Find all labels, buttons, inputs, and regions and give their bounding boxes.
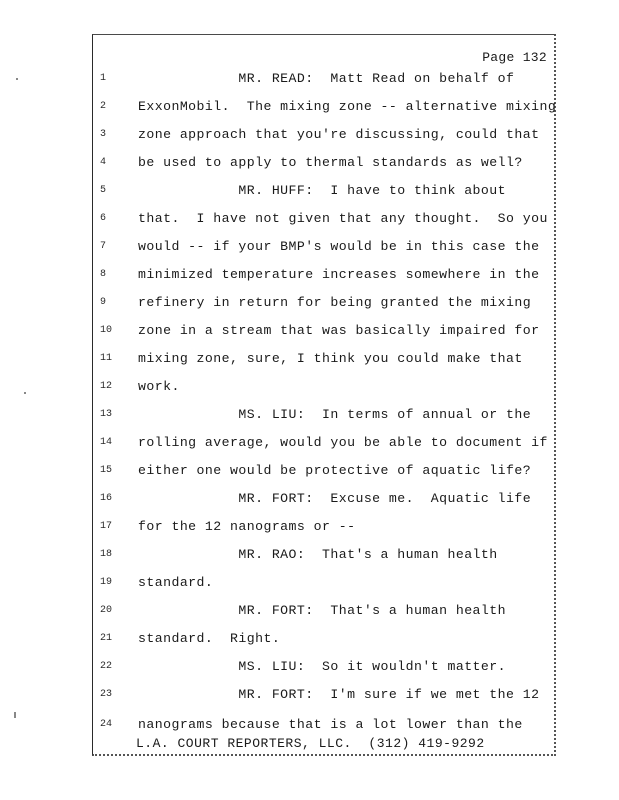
line-text: mixing zone, sure, I think you could make that — [138, 351, 523, 366]
line-text: refinery in return for being granted the mixing — [138, 295, 532, 310]
transcript-line — [0, 407, 619, 427]
transcript-line — [0, 99, 619, 119]
line-text: standard. Right. — [138, 631, 281, 646]
line-number: 13 — [100, 409, 113, 420]
transcript-line — [0, 519, 619, 539]
line-text: MR. RAO: That's a human health — [138, 547, 498, 562]
line-number: 12 — [100, 381, 113, 392]
line-text: ExxonMobil. The mixing zone -- alternative mixing — [138, 99, 557, 114]
line-number: 20 — [100, 605, 113, 616]
transcript-line — [0, 295, 619, 315]
transcript-line — [0, 659, 619, 679]
transcript-line — [0, 155, 619, 175]
line-number: 4 — [100, 157, 107, 168]
line-number: 15 — [100, 465, 113, 476]
transcript-line — [0, 267, 619, 287]
line-text: MR. FORT: That's a human health — [138, 603, 507, 618]
line-number: 11 — [100, 353, 113, 364]
line-number: 21 — [100, 633, 113, 644]
line-text: zone in a stream that was basically impaired for — [138, 323, 540, 338]
page-number: Page 132 — [482, 50, 547, 65]
line-number: 7 — [100, 241, 107, 252]
line-text: would -- if your BMP's would be in this case the — [138, 239, 540, 254]
line-number: 16 — [100, 493, 113, 504]
line-number: 5 — [100, 185, 107, 196]
line-text: standard. — [138, 575, 214, 590]
transcript-line — [0, 239, 619, 259]
line-text: MR. FORT: I'm sure if we met the 12 — [138, 687, 540, 702]
transcript-line — [0, 575, 619, 595]
line-number: 23 — [100, 689, 113, 700]
line-number: 2 — [100, 101, 107, 112]
line-number: 19 — [100, 577, 113, 588]
transcript-line — [0, 717, 619, 737]
line-text: MS. LIU: So it wouldn't matter. — [138, 659, 507, 674]
line-text: for the 12 nanograms or -- — [138, 519, 356, 534]
scan-artifact — [16, 78, 18, 80]
scan-artifact — [24, 392, 26, 394]
line-number: 8 — [100, 269, 107, 280]
line-text: MR. HUFF: I have to think about — [138, 183, 507, 198]
transcript-line — [0, 603, 619, 623]
line-number: 1 — [100, 73, 107, 84]
line-number: 24 — [100, 719, 113, 730]
transcript-line — [0, 183, 619, 203]
line-text: minimized temperature increases somewhere in the — [138, 267, 540, 282]
transcript-line — [0, 491, 619, 511]
line-number: 17 — [100, 521, 113, 532]
transcript-line — [0, 323, 619, 343]
line-text: either one would be protective of aquatic life? — [138, 463, 532, 478]
line-number: 14 — [100, 437, 113, 448]
line-number: 9 — [100, 297, 107, 308]
transcript-line — [0, 687, 619, 707]
line-number: 22 — [100, 661, 113, 672]
line-number: 6 — [100, 213, 107, 224]
line-text: MS. LIU: In terms of annual or the — [138, 407, 532, 422]
transcript-line — [0, 463, 619, 483]
transcript-line — [0, 435, 619, 455]
court-reporter-footer: L.A. COURT REPORTERS, LLC. (312) 419-9292 — [136, 736, 485, 751]
transcript-line — [0, 379, 619, 399]
line-text: MR. READ: Matt Read on behalf of — [138, 71, 515, 86]
line-number: 10 — [100, 325, 113, 336]
transcript-line — [0, 351, 619, 371]
transcript-line — [0, 547, 619, 567]
line-text: zone approach that you're discussing, could that — [138, 127, 540, 142]
line-text: rolling average, would you be able to document if — [138, 435, 548, 450]
line-text: work. — [138, 379, 180, 394]
line-number: 3 — [100, 129, 107, 140]
transcript-line — [0, 71, 619, 91]
line-text: MR. FORT: Excuse me. Aquatic life — [138, 491, 532, 506]
transcript-line — [0, 631, 619, 651]
line-text: that. I have not given that any thought. So you — [138, 211, 548, 226]
transcript-line — [0, 127, 619, 147]
line-text: nanograms because that is a lot lower than the — [138, 717, 523, 732]
transcript-line — [0, 211, 619, 231]
scan-artifact — [14, 712, 16, 718]
line-text: be used to apply to thermal standards as well? — [138, 155, 523, 170]
line-number: 18 — [100, 549, 113, 560]
